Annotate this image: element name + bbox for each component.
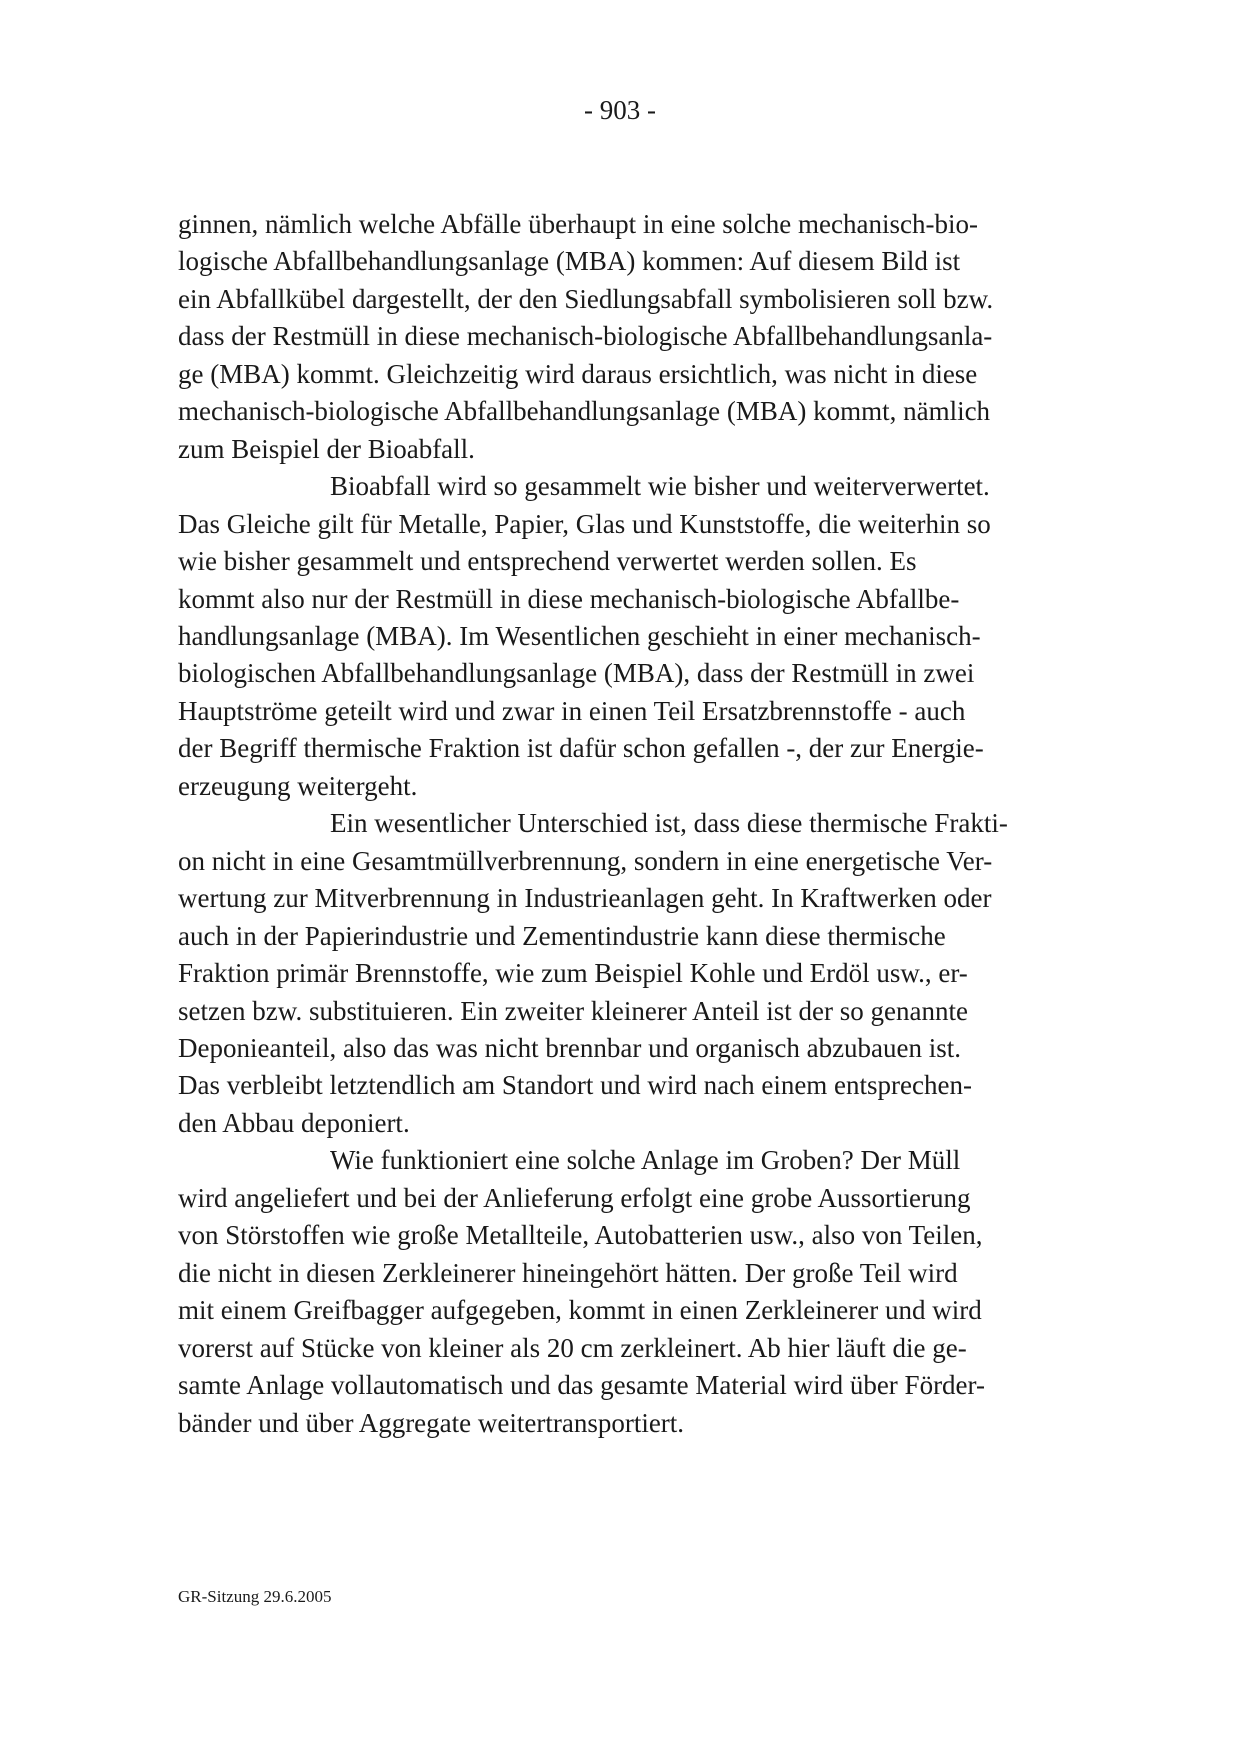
paragraph-1 xyxy=(178,206,1068,468)
text-line: Deponieanteil, also das was nicht brennbar und organisch abzubauen ist. xyxy=(178,1032,962,1063)
page-number: - 903 - xyxy=(584,95,656,125)
text-line: Das Gleiche gilt für Metalle, Papier, Glas und Kunststoffe, die weiterhin so xyxy=(178,508,991,539)
text-line: ginnen, nämlich welche Abfälle überhaupt in eine solche mechanisch-bio- xyxy=(178,209,978,239)
text-line: ge (MBA) kommt. Gleichzeitig wird daraus ersichtlich, was nicht in diese xyxy=(178,358,978,389)
text-line: logische Abfallbehandlungsanlage (MBA) kommen: Auf diesem Bild ist xyxy=(178,246,961,277)
text-line: die nicht in diesen Zerkleinerer hineingehört hätten. Der große Teil wird xyxy=(178,1257,958,1288)
text-line: biologischen Abfallbehandlungsanlage (MBA), dass der Restmüll in zwei xyxy=(178,658,975,689)
text-line: on nicht in eine Gesamtmüllverbrennung, sondern in eine energetische Ver- xyxy=(178,845,993,876)
text-line: setzen bzw. substituieren. Ein zweiter kleinerer Anteil ist der so genannte xyxy=(178,995,968,1026)
paragraph-3 xyxy=(178,805,1068,1142)
text-line: Fraktion primär Brennstoffe, wie zum Beispiel Kohle und Erdöl usw., er- xyxy=(178,958,968,989)
text-line: Hauptströme geteilt wird und zwar in einen Teil Ersatzbrennstoffe - auch xyxy=(178,695,966,726)
footer-session-date: GR-Sitzung 29.6.2005 xyxy=(178,1587,332,1606)
paragraph-2 xyxy=(178,468,1068,805)
text-line: der Begriff thermische Fraktion ist dafür schon gefallen -, der zur Energie- xyxy=(178,733,984,764)
paragraph-4 xyxy=(178,1142,1068,1442)
text-line: von Störstoffen wie große Metallteile, Autobatterien usw., also von Teilen, xyxy=(178,1220,983,1251)
text-line: vorerst auf Stücke von kleiner als 20 cm zerkleinert. Ab hier läuft die ge- xyxy=(178,1332,967,1363)
text-line: den Abbau deponiert. xyxy=(178,1107,410,1138)
text-line: mit einem Greifbagger aufgegeben, kommt in einen Zerkleinerer und wird xyxy=(178,1295,982,1326)
text-line: handlungsanlage (MBA). Im Wesentlichen geschieht in einer mechanisch- xyxy=(178,620,981,651)
text-line: Ein wesentlicher Unterschied ist, dass diese thermische Frakti- xyxy=(330,808,1008,839)
text-line: ein Abfallkübel dargestellt, der den Siedlungsabfall symbolisieren soll bzw. xyxy=(178,283,994,314)
text-line: wertung zur Mitverbrennung in Industrieanlagen geht. In Kraftwerken oder xyxy=(178,883,992,914)
text-line: bänder und über Aggregate weitertransportiert. xyxy=(178,1407,685,1438)
text-line: mechanisch-biologische Abfallbehandlungsanlage (MBA) kommt, nämlich xyxy=(178,396,991,427)
text-line: wird angeliefert und bei der Anlieferung erfolgt eine grobe Aussortierung xyxy=(178,1182,971,1213)
text-line: erzeugung weitergeht. xyxy=(178,770,418,801)
text-line: wie bisher gesammelt und entsprechend verwertet werden sollen. Es xyxy=(178,546,917,577)
text-line: zum Beispiel der Bioabfall. xyxy=(178,433,475,464)
text-line: samte Anlage vollautomatisch und das gesamte Material wird über Förder- xyxy=(178,1370,985,1401)
body-text xyxy=(178,206,1068,1442)
text-line: dass der Restmüll in diese mechanisch-biologische Abfallbehandlungsanla- xyxy=(178,321,993,352)
text-line: Das verbleibt letztendlich am Standort und wird nach einem entsprechen- xyxy=(178,1070,972,1101)
text-line: auch in der Papierindustrie und Zementindustrie kann diese thermische xyxy=(178,920,946,951)
text-line: Bioabfall wird so gesammelt wie bisher und weiterverwertet. xyxy=(330,471,990,502)
text-line: kommt also nur der Restmüll in diese mechanisch-biologische Abfallbe- xyxy=(178,583,960,614)
text-line: Wie funktioniert eine solche Anlage im Groben? Der Müll xyxy=(330,1145,961,1176)
